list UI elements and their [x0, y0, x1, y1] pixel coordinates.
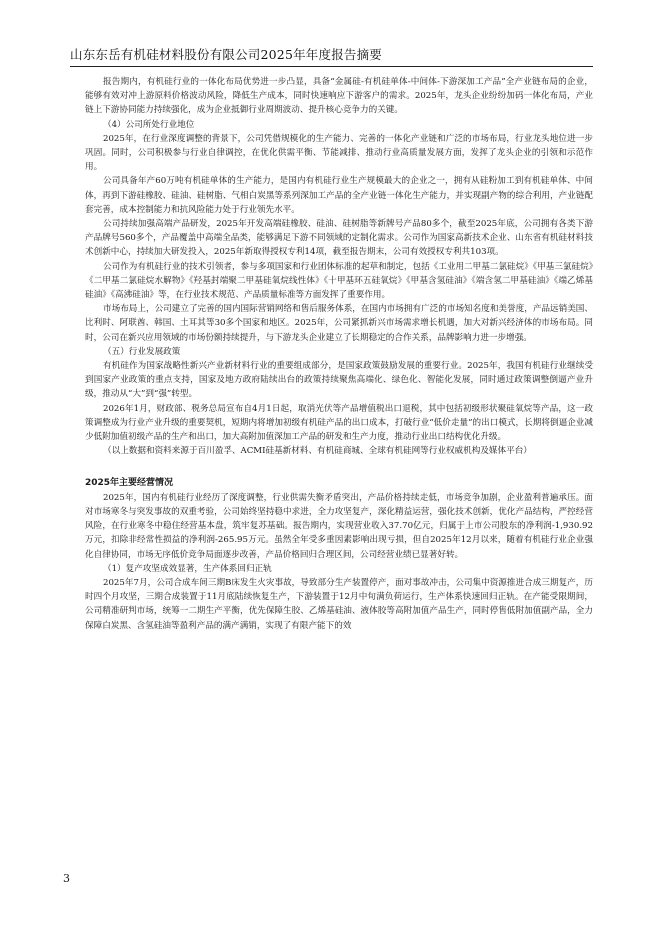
paragraph-export-tax: 2026年1月，财政部、税务总局宣布自4月1日起，取消光伏等产品增值税出口退税，其中包括初级形状聚硅氧烷等产品，这一政策调整成为行业产业升级的重要契机，短期内将增加初级有机硅产品的出口成本，打破行业“低价走量”的出口模式，长期将倒逼企业减少低附加值初级产品的生产和出口，加大高附加值深加工产品的研发和生产力度，推动行业出口结构优化升级。 — [85, 403, 593, 443]
subheading-resumption: （1）复产攻坚成效显著，生产体系回归正轨 — [103, 563, 272, 574]
subheading-industry-position: （4）公司所处行业地位 — [103, 119, 195, 130]
report-body — [85, 75, 593, 633]
subheading-policy: （五）行业发展政策 — [103, 346, 181, 357]
paragraph-standards: 公司作为有机硅行业的技术引领者，参与多项国家和行业团体标准的起草和制定，包括《工业用二甲基二氯硅烷》《甲基三氯硅烷》《二甲基二氯硅烷水解物》《羟基封端聚二甲基硅氧烷线性体》《十甲基环五硅氧烷》《甲基含氢硅油》《端含氢二甲基硅油》《端乙烯基硅油》《高沸硅油》等，在行业技术规范、产品质量标准等方面发挥了重要作用。 — [85, 261, 593, 301]
paragraph-policy: 有机硅作为国家战略性新兴产业新材料行业的重要组成部分，是国家政策鼓励发展的重要行业。2025年，我国有机硅行业继续受到国家产业政策的重点支持，国家及地方政府陆续出台的政策持续聚焦高端化、绿色化、智能化发展，同时通过政策调整倒逼产业升级，推动从“大”到“强”转型。 — [85, 361, 593, 400]
paragraph-leader-position: 2025年，在行业深度调整的背景下，公司凭借规模化的生产能力、完善的一体化产业链和广泛的市场布局，行业龙头地位进一步巩固。同时，公司积极参与行业自律调控，在优化供需平衡、节能减排、推动行业高质量发展方面，发挥了龙头企业的引领和示范作用。 — [85, 133, 593, 173]
report-header-title: 山东东岳有机硅材料股份有限公司2025年年度报告摘要 — [70, 47, 383, 62]
section-heading-operations: 2025年主要经营情况 — [85, 478, 174, 489]
paragraph-market: 市场布局上，公司建立了完善的国内国际营销网络和售后服务体系，在国内市场拥有广泛的市场知名度和美誉度，产品远销美国、比利时、阿联酋、韩国、土耳其等30多个国家和地区。2025年，公司紧抓新兴市场需求增长机遇，加大对新兴经济体的市场布局。同时，公司在新兴应用领域的市场份额持续提升，与下游龙头企业建立了长期稳定的合作关系，品牌影响力进一步增强。 — [85, 304, 593, 343]
page-number: 3 — [63, 872, 70, 885]
header-divider — [70, 66, 593, 67]
paragraph-operations-summary: 2025年，国内有机硅行业经历了深度调整，行业供需失衡矛盾突出，产品价格持续走低，市场竞争加剧，企业盈利普遍承压。面对市场寒冬与突发事故的双重考验，公司始终坚持稳中求进，全力攻坚复产，深化精益运营，强化技术创新，优化产品结构，严控经营风险，在行业寒冬中稳住经营基本盘，筑牢复苏基础。报告期内，实现营业收入37.70亿元，归属于上市公司股东的净利润-1,930.92万元，扣除非经常性损益的净利润-265.95万元。虽然全年受多重因素影响出现亏损，但自2025年12月以来，随着有机硅行业企业强化自律协同，市场无序低价竞争局面逐步改善，产品价格回归合理区间，公司经营业绩已显著好转。 — [85, 492, 593, 560]
paragraph-capacity: 公司具备年产60万吨有机硅单体的生产能力，是国内有机硅行业生产规模最大的企业之一，拥有从硅粉加工到有机硅单体、中间体，再到下游硅橡胶、硅油、硅树脂、气相白炭黑等系列深加工产品的全产业链一体化生产能力，并实现副产物的综合利用，产业链配套完善，成本控制能力和抗风险能力处于行业领先水平。 — [85, 176, 593, 215]
source-note: （以上数据和资料来源于百川盈孚、ACMI硅基新材料、有机硅商城、全球有机硅网等行业权威机构及媒体平台） — [103, 446, 532, 457]
section-gap — [85, 458, 593, 476]
paragraph-resumption: 2025年7月，公司合成车间三期B床发生火灾事故，导致部分生产装置停产，面对事故冲击，公司集中资源推进合成三期复产，历时四个月攻坚，三期合成装置于11月底陆续恢复生产，下游装置于12月中旬满负荷运行，生产体系快速回归正轨。在产能受限期间，公司精准研判市场，统筹一二期生产平衡，优先保障生胶、乙烯基硅油、液体胶等高附加值产品生产，同时停售低附加值副产品，全力保障白炭黑、含氢硅油等盈利产品的满产满销，实现了有限产能下的效 — [85, 577, 593, 631]
paragraph-rd: 公司持续加强高端产品研发，2025年开发高端硅橡胶、硅油、硅树脂等新牌号产品80多个，截至2025年底，公司拥有各类下游产品牌号560多个，产品覆盖中高端全品类，能够满足下游不同领域的定制化需求。公司作为国家高新技术企业、山东省有机硅材料技术创新中心，持续加大研发投入，2025年新取得授权专利14项，截至报告期末，公司有效授权专利共103项。 — [85, 219, 593, 258]
paragraph-integration: 报告期内，有机硅行业的一体化布局优势进一步凸显，具备“金属硅-有机硅单体-中间体-下游深加工产品”全产业链布局的企业，能够有效对冲上游原料价格波动风险，降低生产成本，同时快速响应下游客户的需求。2025年，龙头企业纷纷加码一体化布局，产业链上下游协同能力持续强化，成为企业抵御行业周期波动、提升核心竞争力的关键。 — [85, 77, 593, 116]
